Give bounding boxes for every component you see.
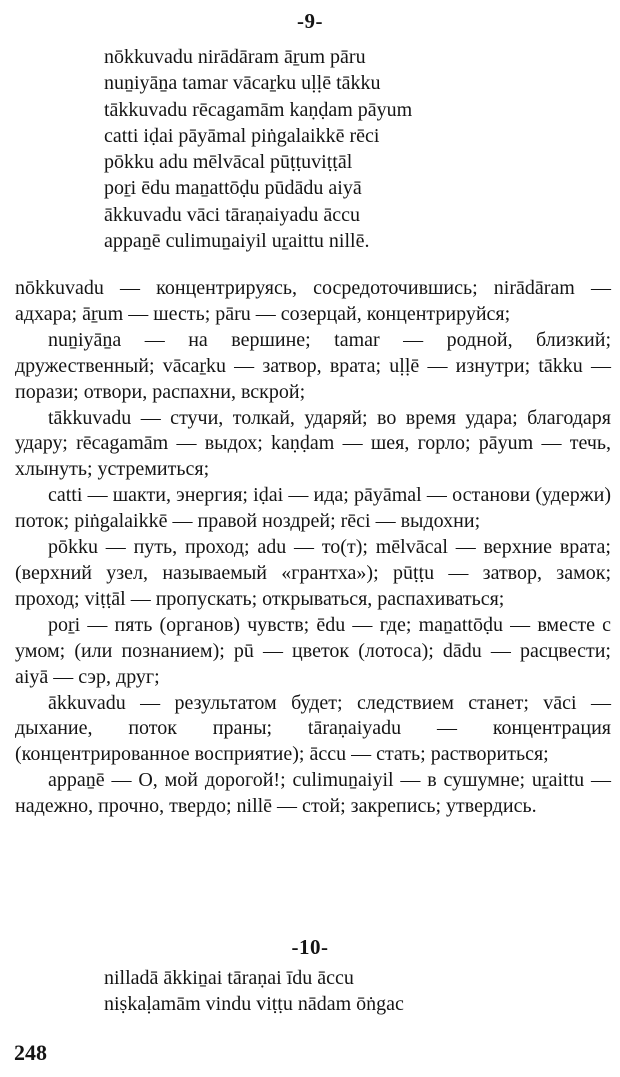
section-number-9: -9- — [297, 9, 323, 33]
commentary-block-9 — [15, 276, 611, 820]
verse-line: nōkkuvadu nirādāram āṟum pāru — [104, 46, 366, 68]
commentary-entry: appaṉē — О, мой дорогой!; culimuṉaiyil — в сушумне; uṟaittu — надежно, прочно, твердо; nillē — стой; закрепись; утвердись. — [15, 769, 611, 818]
commentary-entry: nōkkuvadu — концентрируясь, сосредоточившись; nirādāram — адхара; āṟum — шесть; pāru — созерцай, концентрируйся; — [15, 277, 611, 325]
verse-line: nuṉiyāṉa tamar vācaṟku uḷḷē tākku — [104, 72, 381, 95]
verse-line: poṟi ēdu maṉattōḍu pūdādu aiyā — [104, 177, 362, 200]
commentary-entry: ākkuvadu — результатом будет; следствием станет; vāci — дыхание, поток праны; tāraṇaiyadu — концентрация (концентрированное восприятие); āccu — стать; раствориться; — [15, 691, 611, 766]
page-number: 248 — [14, 1040, 47, 1065]
verse-line: pōkku adu mēlvācal pūṭṭuviṭṭāl — [104, 151, 353, 174]
verse-line: catti iḍai pāyāmal piṅgalaikkē rēci — [104, 124, 380, 147]
section-number-10: -10- — [291, 935, 329, 959]
verse-line: appaṉē culimuṉaiyil uṟaittu nillē. — [104, 230, 370, 253]
commentary-entry: nuṉiyāṉa — на вершине; tamar — родной, близкий; дружественный; vācaṟku — затвор, врата; uḷḷē — изнутри; tākku — порази; отвори, распахни, вскрой; — [15, 328, 611, 403]
verse-block-9 — [104, 44, 412, 254]
verse-line: ākkuvadu vāci tāraṇaiyadu āccu — [104, 203, 360, 226]
commentary-entry: poṟi — пять (органов) чувств; ēdu — где; maṉattōḍu — вместе с умом; (или познанием); pū — цветок (лотоса); dādu — расцвести; aiyā — сэр, друг; — [15, 613, 611, 688]
commentary-entry: catti — шакти, энергия; iḍai — ида; pāyāmal — останови (удержи) поток; piṅgalaikkē — правой ноздрей; rēci — выдохни; — [15, 484, 611, 533]
commentary-entry: pōkku — путь, проход; adu — то(т); mēlvācal — верхние врата; (верхний узел, называемый «грантха»); pūṭṭu — затвор, замок; проход; viṭṭāl — пропускать; открываться, распахиваться; — [15, 536, 611, 610]
commentary-entry: tākkuvadu — стучи, толкай, ударяй; во время удара; благодаря удару; rēcagamām — выдох; kaṇḍam — шея, горло; pāyum — течь, хлынуть; устремиться; — [15, 406, 611, 481]
verse-line: nilladā ākkiṉai tāraṇai īdu āccu — [104, 967, 354, 989]
verse-line: tākkuvadu rēcagamām kaṇḍam pāyum — [104, 98, 413, 121]
verse-line: niṣkaḷamām vindu viṭṭu nādam ōṅgac — [104, 993, 404, 1016]
verse-block-10 — [104, 965, 404, 1018]
